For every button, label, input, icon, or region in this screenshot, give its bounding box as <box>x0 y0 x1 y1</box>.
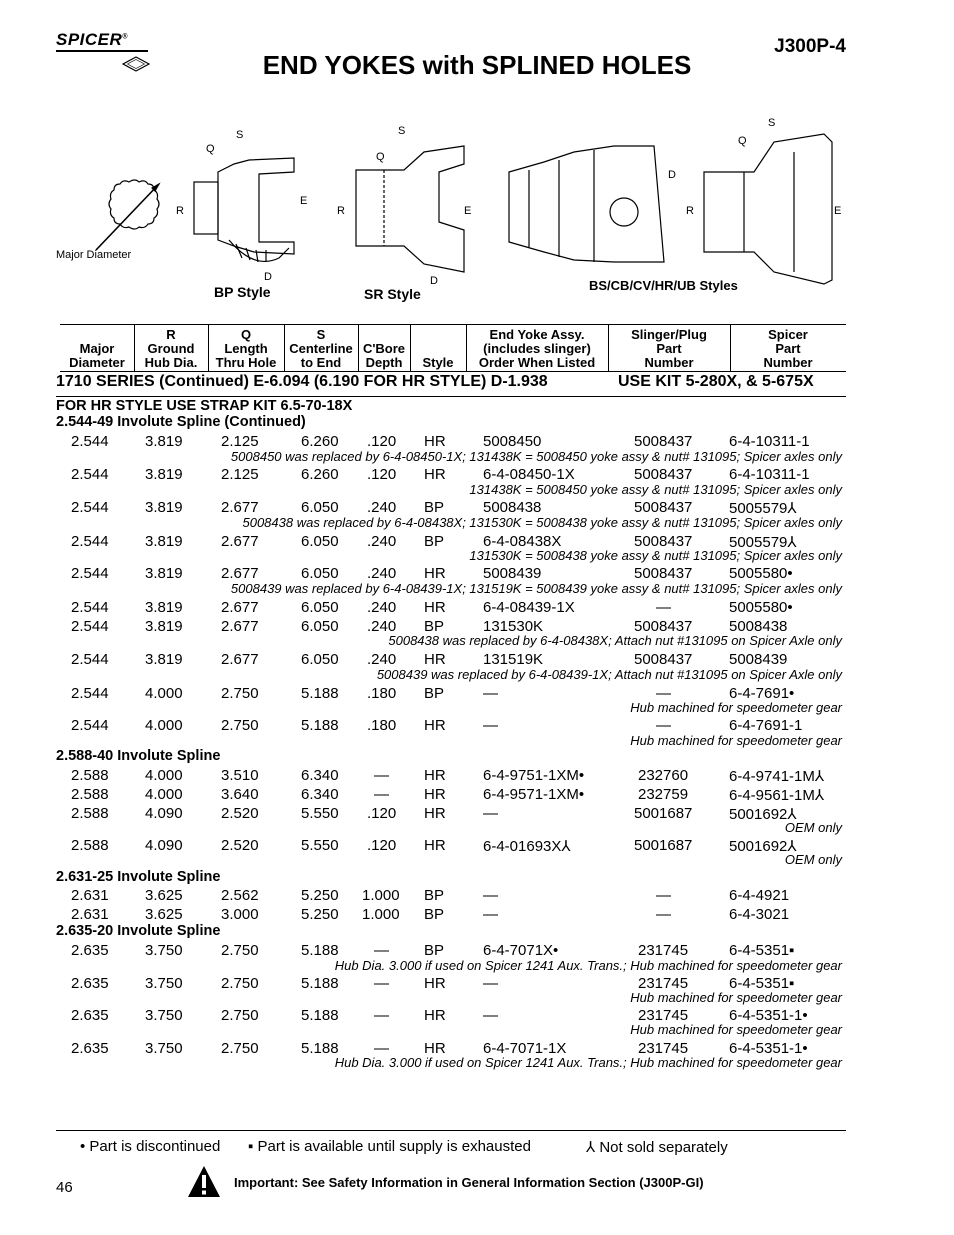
col-s: S Centerline to End <box>289 327 353 370</box>
row-note: 5008438 was replaced by 6-4-08438X; 131530K = 5008438 yoke assy & nut# 131095; Spicer axles only <box>242 515 842 530</box>
table-row: 2.588 4.090 2.520 5.550 .120 HR — 5001687 5001692⅄ <box>71 805 797 823</box>
col-style: Style <box>422 355 454 370</box>
row-note: Hub Dia. 3.000 if used on Spicer 1241 Aux. Trans.; Hub machined for speedometer gear <box>334 958 842 973</box>
col-r: R Ground Hub Dia. <box>144 327 198 370</box>
dim-e-sr: E <box>464 205 472 217</box>
col-q: Q Length Thru Hole <box>215 327 277 370</box>
table-row: 2.544 3.819 2.677 6.050 .240 BP 6-4-08438X 5008437 5005579⅄ <box>71 533 797 551</box>
brand-name: SPICER <box>56 30 123 49</box>
table-row: 2.588 4.090 2.520 5.550 .120 HR 6-4-01693X⅄ 5001687 5001692⅄ <box>71 837 797 855</box>
legend-divider <box>56 1130 846 1131</box>
col-spicer: Spicer Part Number <box>763 327 813 370</box>
row-note: 131438K = 5008450 yoke assy & nut# 131095; Spicer axles only <box>469 482 842 497</box>
dim-d-sr: D <box>430 275 438 287</box>
kit-note: USE KIT 5-280X, & 5-675X <box>618 373 814 390</box>
row-note: 5008439 was replaced by 6-4-08439-1X; 131519K = 5008439 yoke assy & nut# 131095; Spicer axles only <box>230 581 842 596</box>
row-note: 5008450 was replaced by 6-4-08450-1X; 131438K = 5008450 yoke assy & nut# 131095; Spicer axles only <box>230 449 842 464</box>
spline-section-drawing <box>109 180 159 229</box>
table-row: 2.544 3.819 2.125 6.260 .120 HR 6-4-08450-1X 5008437 6-4-10311-1 <box>71 466 810 483</box>
safety-notice: Important: See Safety Information in General Information Section (J300P-GI) <box>234 1175 704 1190</box>
yoke-drawings <box>54 112 846 302</box>
section-title: 2.631-25 Involute Spline <box>56 869 221 885</box>
table-row: 2.635 3.750 2.750 5.188 — HR — 231745 6-4-5351-1• <box>71 1007 808 1024</box>
row-note: OEM only <box>784 852 842 867</box>
col-major: Major Diameter <box>69 341 125 370</box>
legend-discontinued: • Part is discontinued <box>80 1138 221 1155</box>
page-title: END YOKES with SPLINED HOLES <box>262 50 692 80</box>
table-row: 2.635 3.750 2.750 5.188 — HR 6-4-7071-1X 231745 6-4-5351-1• <box>71 1040 808 1057</box>
series-heading: 1710 SERIES (Continued) E-6.094 (6.190 FOR HR STYLE) D-1.938 USE KIT 5-280X, & 5-675X <box>56 373 814 390</box>
table-row: 2.544 3.819 2.677 6.050 .240 HR 5008439 5008437 5005580• <box>71 565 793 582</box>
table-row: 2.544 3.819 2.677 6.050 .240 HR 131519K 5008437 5008439 <box>71 651 788 668</box>
section-title: 2.588-40 Involute Spline <box>56 748 221 764</box>
table-row: 2.544 4.000 2.750 5.188 .180 HR — — 6-4-7691-1 <box>71 717 803 734</box>
column-header <box>60 324 846 372</box>
dim-s-bp: S <box>236 129 244 141</box>
dim-r-hr: R <box>686 205 694 217</box>
table-row: 2.631 3.625 2.562 5.250 1.000 BP — — 6-4-4921 <box>71 887 790 904</box>
row-note: Hub machined for speedometer gear <box>630 1022 842 1037</box>
row-note: 5008438 was replaced by 6-4-08438X; Attach nut #131095 on Spicer Axle only <box>388 633 842 648</box>
table-row: 2.544 3.819 2.125 6.260 .120 HR 5008450 5008437 6-4-10311-1 <box>71 433 810 450</box>
col-slinger: Slinger/Plug Part Number <box>631 327 707 370</box>
row-note: Hub machined for speedometer gear <box>630 733 842 748</box>
row-note: 131530K = 5008438 yoke assy & nut# 131095; Spicer axles only <box>469 548 842 563</box>
page-id: J300P-4 <box>774 36 846 57</box>
warning-icon <box>186 1164 222 1200</box>
sr-style-label: SR Style <box>364 286 421 302</box>
dim-e-hr: E <box>834 205 842 217</box>
dim-q-hr: Q <box>738 135 747 147</box>
dim-q-sr: Q <box>376 151 385 163</box>
bp-style-drawing <box>194 158 294 262</box>
table-row: 2.544 3.819 2.677 6.050 .240 BP 5008438 5008437 5005579⅄ <box>71 499 797 517</box>
yoke-diagrams <box>54 112 846 302</box>
col-cbore: C'Bore Depth <box>362 341 406 370</box>
page-number: 46 <box>56 1179 73 1196</box>
strap-kit-note: FOR HR STYLE USE STRAP KIT 6.5-70-18X <box>56 398 353 414</box>
table-row: 2.588 4.000 3.510 6.340 — HR 6-4-9751-1XM• 232760 6-4-9741-1M⅄ <box>71 767 825 785</box>
dim-r-sr: R <box>337 205 345 217</box>
dim-s-sr: S <box>398 125 406 137</box>
table-row: 2.544 4.000 2.750 5.188 .180 BP — — 6-4-7691• <box>71 685 795 702</box>
row-note: 5008439 was replaced by 6-4-08439-1X; Attach nut #131095 on Spicer Axle only <box>376 667 842 682</box>
dim-d-hr: D <box>668 169 676 181</box>
dim-r-bp: R <box>176 205 184 217</box>
table-row: 2.544 3.819 2.677 6.050 .240 BP 131530K 5008437 5008438 <box>71 618 788 635</box>
table-row: 2.635 3.750 2.750 5.188 — BP 6-4-7071X• 231745 6-4-5351▪ <box>71 942 795 959</box>
col-assy: End Yoke Assy. (includes slinger) Order When Listed <box>478 327 596 370</box>
bs-style-label: BS/CB/CV/HR/UB Styles <box>589 278 738 293</box>
dim-q-bp: Q <box>206 143 215 155</box>
hr-style-side-drawing <box>509 146 664 262</box>
legend-not-sold: ⅄ Not sold separately <box>586 1139 728 1156</box>
dim-e-bp: E <box>300 195 308 207</box>
table-row: 2.588 4.000 3.640 6.340 — HR 6-4-9571-1XM• 232759 6-4-9561-1M⅄ <box>71 786 825 804</box>
registered-mark: ® <box>122 33 128 41</box>
row-note: Hub machined for speedometer gear <box>630 700 842 715</box>
table-row: 2.631 3.625 3.000 5.250 1.000 BP — — 6-4-3021 <box>71 906 790 923</box>
row-note: OEM only <box>784 820 842 835</box>
series-divider <box>56 396 846 397</box>
brand-logo <box>56 30 128 50</box>
section-title: 2.544-49 Involute Spline (Continued) <box>56 414 306 430</box>
legend-supply: ▪ Part is available until supply is exhausted <box>248 1138 531 1155</box>
dim-s-hr: S <box>768 117 776 129</box>
dim-d-bp: D <box>264 271 272 283</box>
section-title: 2.635-20 Involute Spline <box>56 923 221 939</box>
hr-style-front-drawing <box>704 134 832 284</box>
sr-style-drawing <box>356 146 464 272</box>
row-note: Hub machined for speedometer gear <box>630 990 842 1005</box>
table-row: 2.635 3.750 2.750 5.188 — HR — 231745 6-4-5351▪ <box>71 975 795 992</box>
row-note: Hub Dia. 3.000 if used on Spicer 1241 Aux. Trans.; Hub machined for speedometer gear <box>334 1055 842 1070</box>
bp-style-label: BP Style <box>214 284 271 300</box>
major-diameter-label: Major Diameter <box>56 249 132 261</box>
table-row: 2.544 3.819 2.677 6.050 .240 HR 6-4-08439-1X — 5005580• <box>71 599 793 616</box>
